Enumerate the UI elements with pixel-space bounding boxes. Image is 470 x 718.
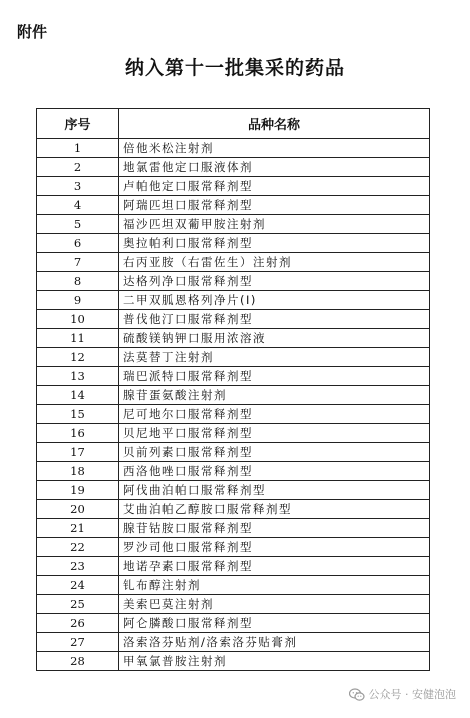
serial-number-cell: 8 [37,272,119,291]
table-row [37,196,430,215]
serial-number-cell: 16 [37,424,119,443]
table-row [37,424,430,443]
table-row [37,348,430,367]
serial-number-cell: 17 [37,443,119,462]
table-row [37,405,430,424]
table-row [37,272,430,291]
drug-name-cell: 艾曲泊帕乙醇胺口服常释剂型 [119,500,430,519]
serial-number-cell: 3 [37,177,119,196]
drug-name-cell: 洛索洛芬贴剂/洛索洛芬贴膏剂 [119,633,430,652]
serial-number-cell: 1 [37,139,119,158]
drug-name-cell: 奥拉帕利口服常释剂型 [119,234,430,253]
drug-name-cell: 腺苷钴胺口服常释剂型 [119,519,430,538]
drug-name-cell: 地氯雷他定口服液体剂 [119,158,430,177]
drug-name-cell: 倍他米松注射剂 [119,139,430,158]
drug-name-cell: 右丙亚胺（右雷佐生）注射剂 [119,253,430,272]
table-row [37,215,430,234]
table-row [37,291,430,310]
table-row [37,519,430,538]
serial-number-cell: 27 [37,633,119,652]
drug-name-cell: 硫酸镁钠钾口服用浓溶液 [119,329,430,348]
drug-name-cell: 腺苷蛋氨酸注射剂 [119,386,430,405]
drug-name-cell: 尼可地尔口服常释剂型 [119,405,430,424]
header-serial-number: 序号 [37,109,119,139]
table-header [37,109,430,139]
table-row [37,139,430,158]
table-row [37,234,430,253]
header-drug-name: 品种名称 [119,109,430,139]
serial-number-cell: 25 [37,595,119,614]
serial-number-cell: 22 [37,538,119,557]
drug-name-cell: 美索巴莫注射剂 [119,595,430,614]
drug-name-cell: 阿瑞匹坦口服常释剂型 [119,196,430,215]
table-row [37,576,430,595]
header-row [37,109,430,139]
drug-name-cell: 法莫替丁注射剂 [119,348,430,367]
serial-number-cell: 24 [37,576,119,595]
serial-number-cell: 14 [37,386,119,405]
attachment-label: 附件 [17,23,48,41]
table-row [37,329,430,348]
serial-number-cell: 13 [37,367,119,386]
table-row [37,538,430,557]
drug-name-cell: 阿仑膦酸口服常释剂型 [119,614,430,633]
drug-name-cell: 阿伐曲泊帕口服常释剂型 [119,481,430,500]
table-row [37,500,430,519]
drug-name-cell: 罗沙司他口服常释剂型 [119,538,430,557]
serial-number-cell: 2 [37,158,119,177]
drug-name-cell: 贝尼地平口服常释剂型 [119,424,430,443]
wechat-icon [349,688,365,702]
serial-number-cell: 21 [37,519,119,538]
serial-number-cell: 9 [37,291,119,310]
page-title: 纳入第十一批集采的药品 [124,57,345,79]
drug-name-cell: 二甲双胍恩格列净片(I) [119,291,430,310]
watermark-text: 公众号 · 安健泡泡 [368,688,456,701]
table-row [37,386,430,405]
serial-number-cell: 4 [37,196,119,215]
serial-number-cell: 7 [37,253,119,272]
drug-name-cell: 甲氧氯普胺注射剂 [119,652,430,671]
table-row [37,652,430,671]
serial-number-cell: 15 [37,405,119,424]
table-row [37,557,430,576]
serial-number-cell: 18 [37,462,119,481]
drug-name-cell: 福沙匹坦双葡甲胺注射剂 [119,215,430,234]
table-row [37,481,430,500]
serial-number-cell: 12 [37,348,119,367]
drug-table [36,108,430,671]
drug-name-cell: 地诺孕素口服常释剂型 [119,557,430,576]
serial-number-cell: 11 [37,329,119,348]
table-row [37,367,430,386]
serial-number-cell: 19 [37,481,119,500]
table-body [37,139,430,671]
drug-name-cell: 西洛他唑口服常释剂型 [119,462,430,481]
drug-name-cell: 卢帕他定口服常释剂型 [119,177,430,196]
watermark [347,687,459,703]
table-row [37,253,430,272]
drug-name-cell: 普伐他汀口服常释剂型 [119,310,430,329]
table-row [37,310,430,329]
drug-name-cell: 达格列净口服常释剂型 [119,272,430,291]
table-row [37,158,430,177]
serial-number-cell: 10 [37,310,119,329]
table-row [37,462,430,481]
serial-number-cell: 23 [37,557,119,576]
table-row [37,614,430,633]
serial-number-cell: 6 [37,234,119,253]
drug-name-cell: 钆布醇注射剂 [119,576,430,595]
serial-number-cell: 5 [37,215,119,234]
table-row [37,633,430,652]
table-row [37,595,430,614]
serial-number-cell: 28 [37,652,119,671]
drug-name-cell: 贝前列素口服常释剂型 [119,443,430,462]
serial-number-cell: 20 [37,500,119,519]
table-row [37,443,430,462]
drug-name-cell: 瑞巴派特口服常释剂型 [119,367,430,386]
serial-number-cell: 26 [37,614,119,633]
table-row [37,177,430,196]
